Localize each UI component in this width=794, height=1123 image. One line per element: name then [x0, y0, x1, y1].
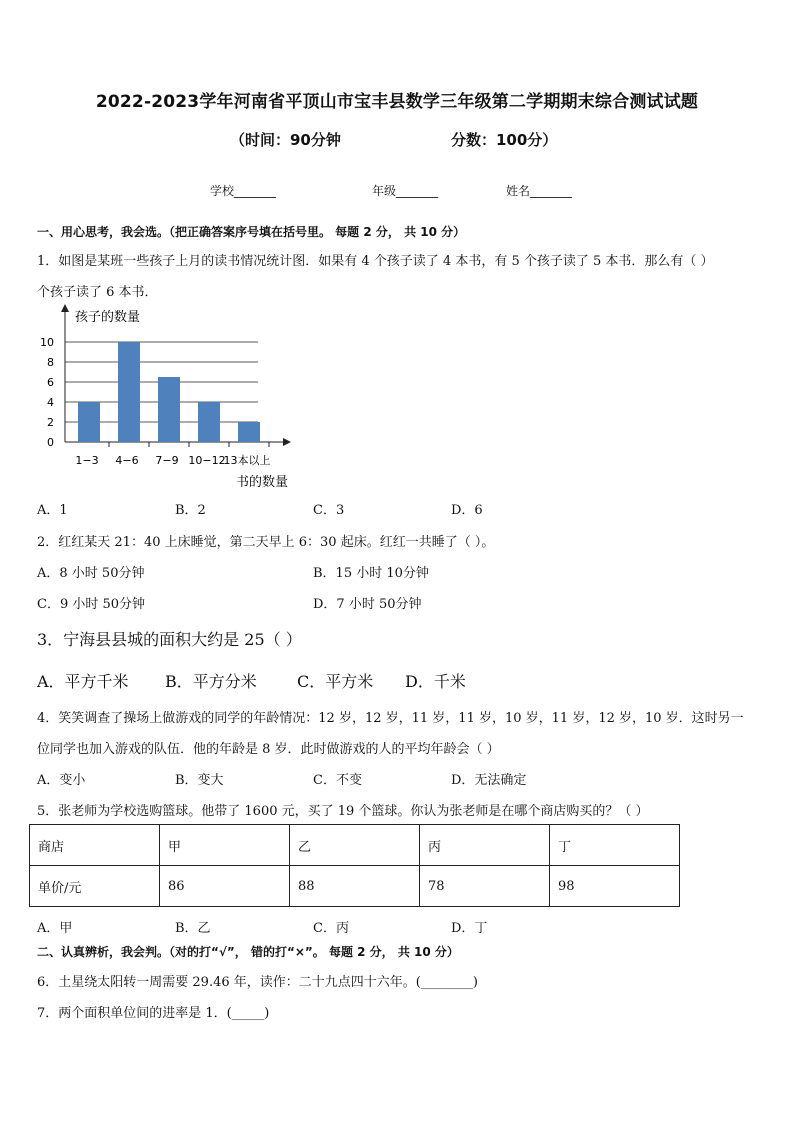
q4-line2: 位同学也加入游戏的队伍．他的年龄是 8 岁．此时做游戏的人的平均年龄会（ ） — [37, 742, 500, 757]
table-cell: 88 — [290, 866, 420, 907]
q5-text: 5．张老师为学校选购篮球。他带了 1600 元，买了 19 个篮球。你认为张老师是在哪个商店购买的？（ ） — [37, 804, 649, 819]
y-tick-label: 0 — [47, 436, 54, 449]
section-2-heading: 二、认真辨析，我会判。（对的打“√”， 错的打“×”。 每题 2 分， 共 10 分） — [37, 945, 459, 959]
q5-option-a[interactable]: A．甲 — [37, 921, 73, 936]
q1-option-a[interactable]: A．1 — [37, 503, 68, 518]
x-tick-label: 1−3 — [75, 454, 99, 467]
table-cell: 78 — [420, 866, 550, 907]
bar — [158, 377, 180, 442]
table-cell: 98 — [550, 866, 680, 907]
y-axis-label: 孩子的数量 — [75, 310, 141, 325]
q3-option-a[interactable]: A．平方千米 — [37, 672, 129, 691]
bar — [118, 342, 140, 442]
x-axis-arrow — [283, 438, 291, 446]
y-tick-label: 10 — [40, 336, 54, 349]
q6-text: 6．土星绕太阳转一周需要 29.46 年，读作：二十九点四十六年。(________) — [37, 975, 478, 990]
q2-option-a[interactable]: A．8 小时 50分钟 — [37, 566, 145, 581]
q7-text: 7．两个面积单位间的进率是 1．(_____) — [37, 1006, 270, 1021]
y-tick-label: 6 — [47, 376, 54, 389]
q2-option-c[interactable]: C．9 小时 50分钟 — [37, 597, 146, 612]
x-axis-label: 书的数量 — [236, 475, 289, 490]
table-cell: 单价/元 — [30, 866, 160, 907]
table-row — [30, 866, 680, 907]
x-tick-label: 7−9 — [155, 454, 179, 467]
section-1-heading: 一、用心思考，我会选。（把正确答案序号填在括号里。 每题 2 分， 共 10 分） — [37, 225, 466, 239]
q5-option-d[interactable]: D．丁 — [451, 921, 488, 936]
price-table — [29, 824, 680, 907]
bar — [238, 422, 260, 442]
table-cell: 乙 — [290, 825, 420, 866]
x-tick-label: 4−6 — [115, 454, 139, 467]
q3-option-c[interactable]: C．平方米 — [297, 672, 374, 691]
grade-field[interactable]: 年级_______ — [372, 184, 439, 198]
q2-option-b[interactable]: B．15 小时 10分钟 — [313, 566, 429, 581]
y-tick-label: 4 — [47, 396, 54, 409]
q1-line2: 个孩子读了 6 本书． — [37, 285, 158, 300]
q1-option-d[interactable]: D．6 — [451, 503, 483, 518]
q5-option-c[interactable]: C．丙 — [313, 921, 349, 936]
q3-option-b[interactable]: B．平方分米 — [165, 672, 257, 691]
bar — [78, 402, 100, 442]
reading-bar-chart — [30, 300, 310, 500]
page-title: 2022-2023学年河南省平顶山市宝丰县数学三年级第二学期期末综合测试试题 — [95, 92, 699, 112]
q1-option-b[interactable]: B．2 — [175, 503, 206, 518]
q3-text: 3．宁海县县城的面积大约是 25（ ） — [37, 630, 302, 649]
exam-time: （时间：90分钟 — [230, 131, 341, 149]
table-cell: 商店 — [30, 825, 160, 866]
q4-option-b[interactable]: B．变大 — [175, 773, 224, 788]
q4-option-c[interactable]: C．不变 — [313, 773, 362, 788]
q5-option-b[interactable]: B．乙 — [175, 921, 211, 936]
q2-text: 2．红红某天 21：40 上床睡觉，第二天早上 6：30 起床。红红一共睡了（ ）。 — [37, 535, 495, 550]
y-tick-label: 2 — [47, 416, 54, 429]
name-field[interactable]: 姓名_______ — [506, 184, 573, 198]
q4-option-d[interactable]: D．无法确定 — [451, 773, 527, 788]
table-row — [30, 825, 680, 866]
table-cell: 甲 — [160, 825, 290, 866]
y-tick-label: 8 — [47, 356, 54, 369]
q1-line1: 1．如图是某班一些孩子上月的读书情况统计图．如果有 4 个孩子读了 4 本书，有 5 个孩子读了 5 本书．那么有（ ） — [37, 254, 714, 269]
q4-line1: 4．笑笑调查了操场上做游戏的同学的年龄情况：12 岁，12 岁，11 岁，11 岁，10 岁，11 岁，12 岁，10 岁．这时另一 — [37, 711, 744, 726]
q2-option-d[interactable]: D．7 小时 50分钟 — [313, 597, 422, 612]
y-axis-arrow — [61, 304, 69, 312]
q1-option-c[interactable]: C．3 — [313, 503, 345, 518]
q3-option-d[interactable]: D．千米 — [405, 672, 466, 691]
q4-option-a[interactable]: A．变小 — [37, 773, 86, 788]
x-tick-label: 10−12 — [188, 454, 226, 467]
exam-score: 分数：100分） — [451, 131, 558, 149]
table-cell: 86 — [160, 866, 290, 907]
x-tick-label: 13本以上 — [223, 454, 271, 467]
table-cell: 丙 — [420, 825, 550, 866]
table-cell: 丁 — [550, 825, 680, 866]
bar — [198, 402, 220, 442]
school-field[interactable]: 学校_______ — [210, 184, 277, 198]
